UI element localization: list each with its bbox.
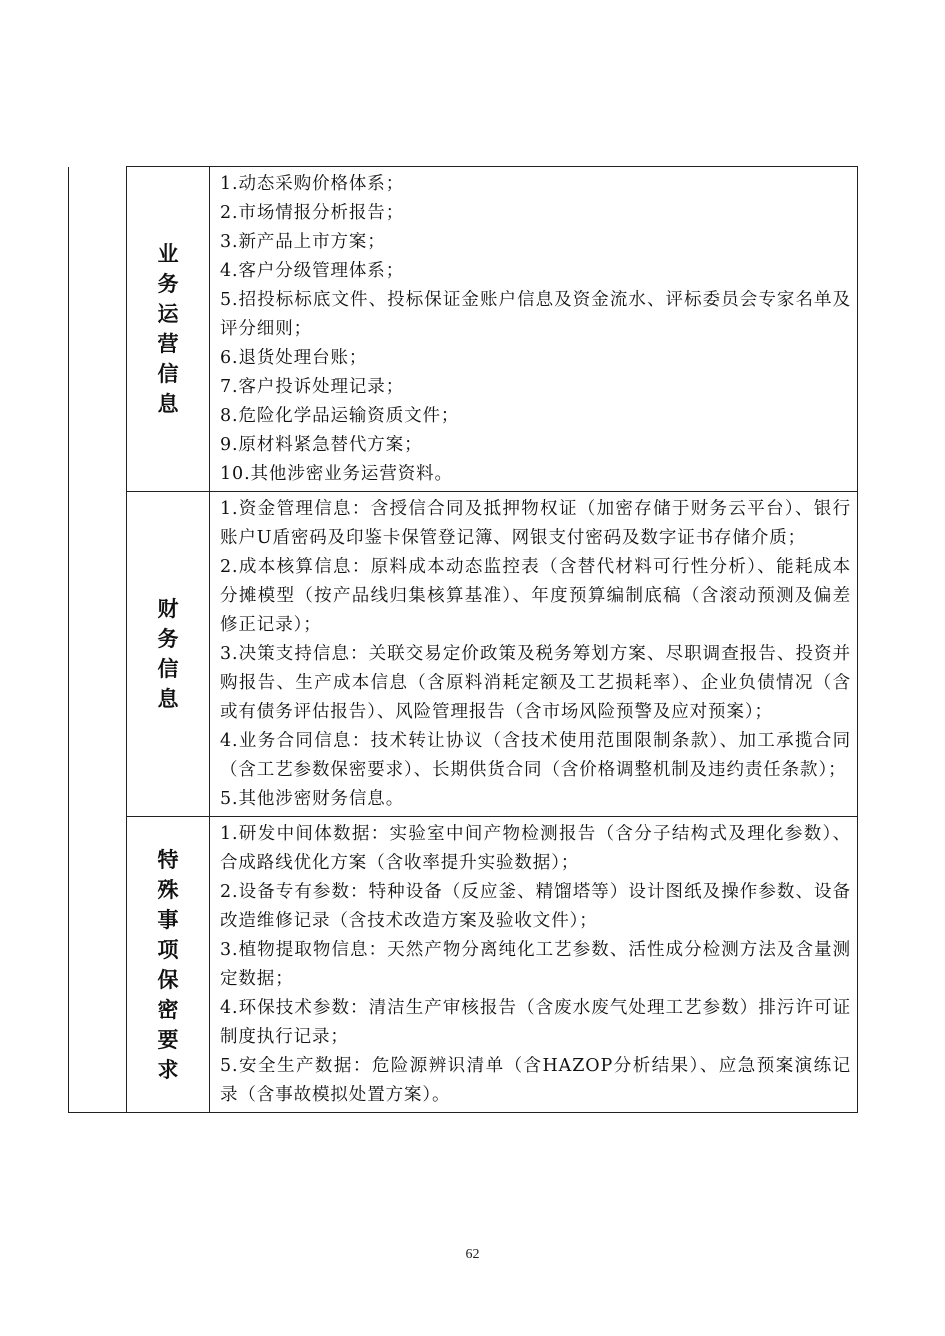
section-row <box>69 167 858 492</box>
list-item: 5.其他涉密财务信息。 <box>220 789 405 809</box>
section-title <box>127 167 210 492</box>
list-item: 3.决策支持信息：关联交易定价政策及税务筹划方案、尽职调查报告、投资并购报告、生产成本信息（含原料消耗定额及工艺损耗率）、企业负债情况（含或有债务评估报告）、风险管理报告（含市场风险预警及应对预案）； <box>220 644 851 722</box>
list-item: 4.环保技术参数：清洁生产审核报告（含废水废气处理工艺参数）排污许可证制度执行记录； <box>220 998 851 1047</box>
list-item: 2.设备专有参数：特种设备（反应釜、精馏塔等）设计图纸及操作参数、设备改造维修记录（含技术改造方案及验收文件）； <box>220 882 851 931</box>
confidentiality-table <box>68 166 858 1113</box>
section-items <box>210 167 858 492</box>
outer-category-cell <box>69 167 127 1113</box>
list-item: 1.研发中间体数据：实验室中间产物检测报告（含分子结构式及理化参数）、合成路线优化方案（含收率提升实验数据）； <box>220 824 851 873</box>
list-item: 4.客户分级管理体系； <box>220 261 405 281</box>
section-title <box>127 492 210 817</box>
section-title-text: 业务运营信息 <box>157 242 179 416</box>
list-item: 1.动态采购价格体系； <box>220 174 405 194</box>
list-item: 7.客户投诉处理记录； <box>220 377 405 397</box>
list-item: 6.退货处理台账； <box>220 348 368 368</box>
list-item: 5.安全生产数据：危险源辨识清单（含HAZOP分析结果）、应急预案演练记录（含事故模拟处置方案）。 <box>220 1056 851 1105</box>
list-item: 3.植物提取物信息：天然产物分离纯化工艺参数、活性成分检测方法及含量测定数据； <box>220 940 851 989</box>
page-number: 62 <box>465 1247 480 1262</box>
section-items <box>210 817 858 1113</box>
list-item: 10.其他涉密业务运营资料。 <box>220 464 453 484</box>
section-title-text: 财务信息 <box>157 597 179 711</box>
list-item: 3.新产品上市方案； <box>220 232 386 252</box>
list-item: 2.成本核算信息：原料成本动态监控表（含替代材料可行性分析）、能耗成本分摊模型（按产品线归集核算基准）、年度预算编制底稿（含滚动预测及偏差修正记录）； <box>220 557 851 635</box>
table-body <box>69 167 858 1113</box>
section-row <box>69 492 858 817</box>
list-item: 5.招投标标底文件、投标保证金账户信息及资金流水、评标委员会专家名单及评分细则； <box>220 290 851 339</box>
list-item: 2.市场情报分析报告； <box>220 203 405 223</box>
list-item: 8.危险化学品运输资质文件； <box>220 406 460 426</box>
section-items <box>210 492 858 817</box>
list-item: 9.原材料紧急替代方案； <box>220 435 423 455</box>
list-item: 4.业务合同信息：技术转让协议（含技术使用范围限制条款）、加工承揽合同（含工艺参数保密要求）、长期供货合同（含价格调整机制及违约责任条款）； <box>220 731 851 780</box>
section-title-text: 特殊事项保密要求 <box>157 847 179 1082</box>
section-row <box>69 817 858 1113</box>
section-title <box>127 817 210 1113</box>
list-item: 1.资金管理信息：含授信合同及抵押物权证（加密存储于财务云平台）、银行账户U盾密码及印鉴卡保管登记簿、网银支付密码及数字证书存储介质； <box>220 499 851 548</box>
